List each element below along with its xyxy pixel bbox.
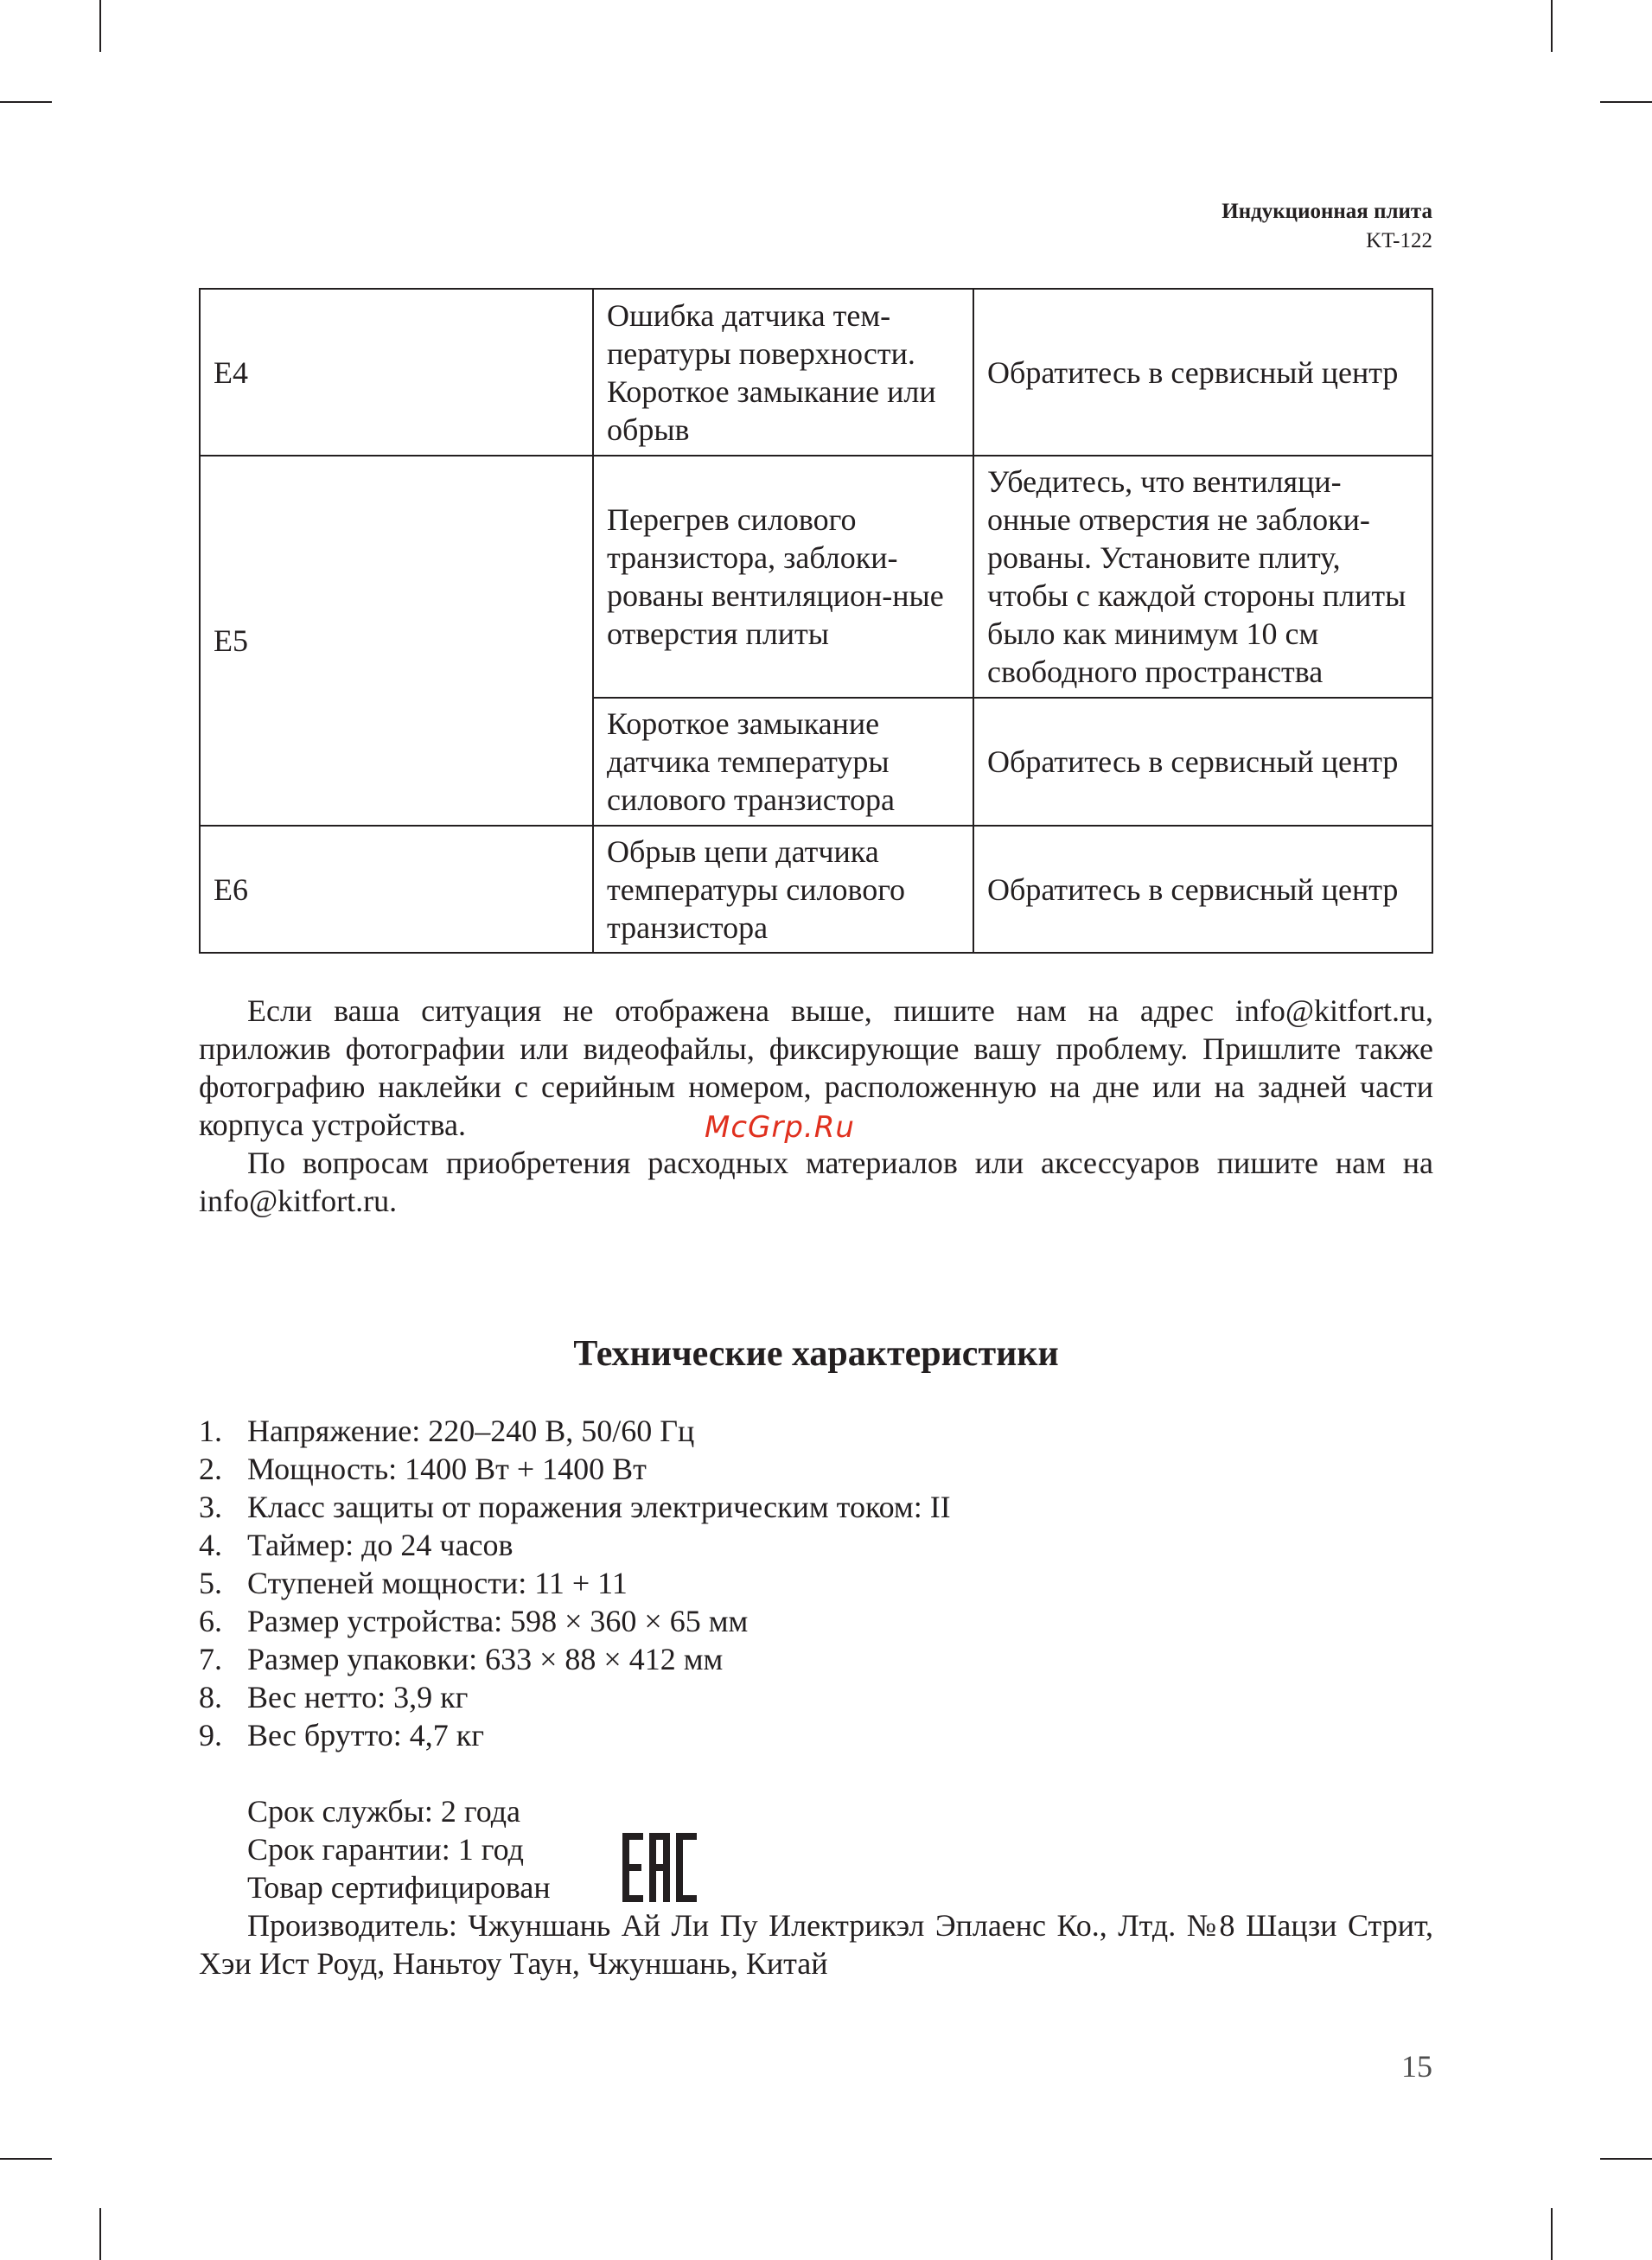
item-number: 4. [199, 1528, 222, 1562]
list-item [199, 1450, 951, 1488]
list-item [199, 1716, 951, 1754]
table-row [200, 826, 1432, 953]
error-code: E4 [200, 289, 593, 456]
error-code: E5 [200, 456, 593, 826]
item-number: 3. [199, 1490, 222, 1524]
list-item [199, 1488, 951, 1526]
warranty: Срок гарантии: 1 год [247, 1832, 524, 1867]
watermark: McGrp.Ru [705, 1110, 855, 1145]
item-text: Вес брутто: 4,7 кг [247, 1718, 484, 1752]
error-cause: Короткое замыкание датчика температуры силового транзистора [593, 698, 973, 826]
error-action: Обратитесь в сервисный центр [973, 826, 1432, 953]
header-title: Индукционная плита [1221, 200, 1432, 223]
specs-title: Технические характеристики [573, 1334, 1059, 1374]
error-cause: Ошибка датчика тем-пературы поверхности. Короткое замыкание или обрыв [593, 289, 973, 456]
error-action: Обратитесь в сервисный центр [973, 289, 1432, 456]
crop-mark [1600, 101, 1652, 103]
eac-mark-icon [622, 1833, 697, 1902]
item-number: 2. [199, 1452, 222, 1486]
item-number: 7. [199, 1642, 222, 1676]
contact-paragraph: Если ваша ситуация не отображена выше, пишите нам на адрес info@kitfort.ru, приложив фотографии или видеофайлы, фиксирующие вашу проблему. Пришлите также фотографию наклейки с серийным номером, расположенную на дне или на задней части корпуса устройства. [199, 993, 1433, 1142]
list-item [199, 1564, 951, 1602]
error-action: Обратитесь в сервисный центр [973, 698, 1432, 826]
page-number: 15 [1401, 2049, 1432, 2084]
service-life: Срок службы: 2 года [247, 1794, 521, 1829]
error-action: Убедитесь, что вентиляци-онные отверстия не заблоки-рованы. Установите плиту, чтобы с каждой стороны плиты было как минимум 10 см свободного пространства [973, 456, 1432, 698]
item-text: Мощность: 1400 Вт + 1400 Вт [247, 1452, 647, 1486]
crop-mark [0, 2158, 52, 2160]
running-header [1221, 197, 1432, 256]
error-cause: Обрыв цепи датчика температуры силового транзистора [593, 826, 973, 953]
error-codes-table [199, 288, 1433, 954]
crop-mark [99, 2208, 101, 2260]
item-number: 1. [199, 1414, 222, 1448]
table-row [200, 289, 1432, 456]
crop-mark [0, 101, 52, 103]
specs-list [199, 1412, 951, 1754]
item-text: Таймер: до 24 часов [247, 1528, 513, 1562]
item-number: 8. [199, 1680, 222, 1714]
item-number: 6. [199, 1604, 222, 1638]
list-item [199, 1412, 951, 1450]
header-model: KT-122 [1366, 229, 1432, 252]
crop-mark [99, 0, 101, 52]
table-row [200, 456, 1432, 698]
item-number: 9. [199, 1718, 222, 1752]
list-item [199, 1526, 951, 1564]
accessories-paragraph: По вопросам приобретения расходных материалов или аксессуаров пишите нам на info@kitfort.ru. [199, 1146, 1433, 1218]
item-text: Вес нетто: 3,9 кг [247, 1680, 469, 1714]
item-text: Класс защиты от поражения электрическим током: II [247, 1490, 951, 1524]
manufacturer-paragraph: Производитель: Чжуншань Ай Ли Пу Илектрикэл Эплаенс Ко., Лтд. №8 Шацзи Стрит, Хэи Ист Роуд, Наньтоу Таун, Чжуншань, Китай [199, 1908, 1433, 1981]
item-text: Размер устройства: 598 × 360 × 65 мм [247, 1604, 749, 1638]
error-code: E6 [200, 826, 593, 953]
item-text: Ступеней мощности: 11 + 11 [247, 1566, 628, 1600]
item-text: Напряжение: 220–240 В, 50/60 Гц [247, 1414, 695, 1448]
item-number: 5. [199, 1566, 222, 1600]
crop-mark [1600, 2158, 1652, 2160]
crop-mark [1551, 0, 1553, 52]
list-item [199, 1602, 951, 1640]
error-cause: Перегрев силового транзистора, заблоки-рованы вентиляцион-ные отверстия плиты [593, 456, 973, 698]
crop-mark [1551, 2208, 1553, 2260]
list-item [199, 1640, 951, 1678]
certified: Товар сертифицирован [247, 1870, 551, 1905]
item-text: Размер упаковки: 633 × 88 × 412 мм [247, 1642, 724, 1676]
list-item [199, 1678, 951, 1716]
